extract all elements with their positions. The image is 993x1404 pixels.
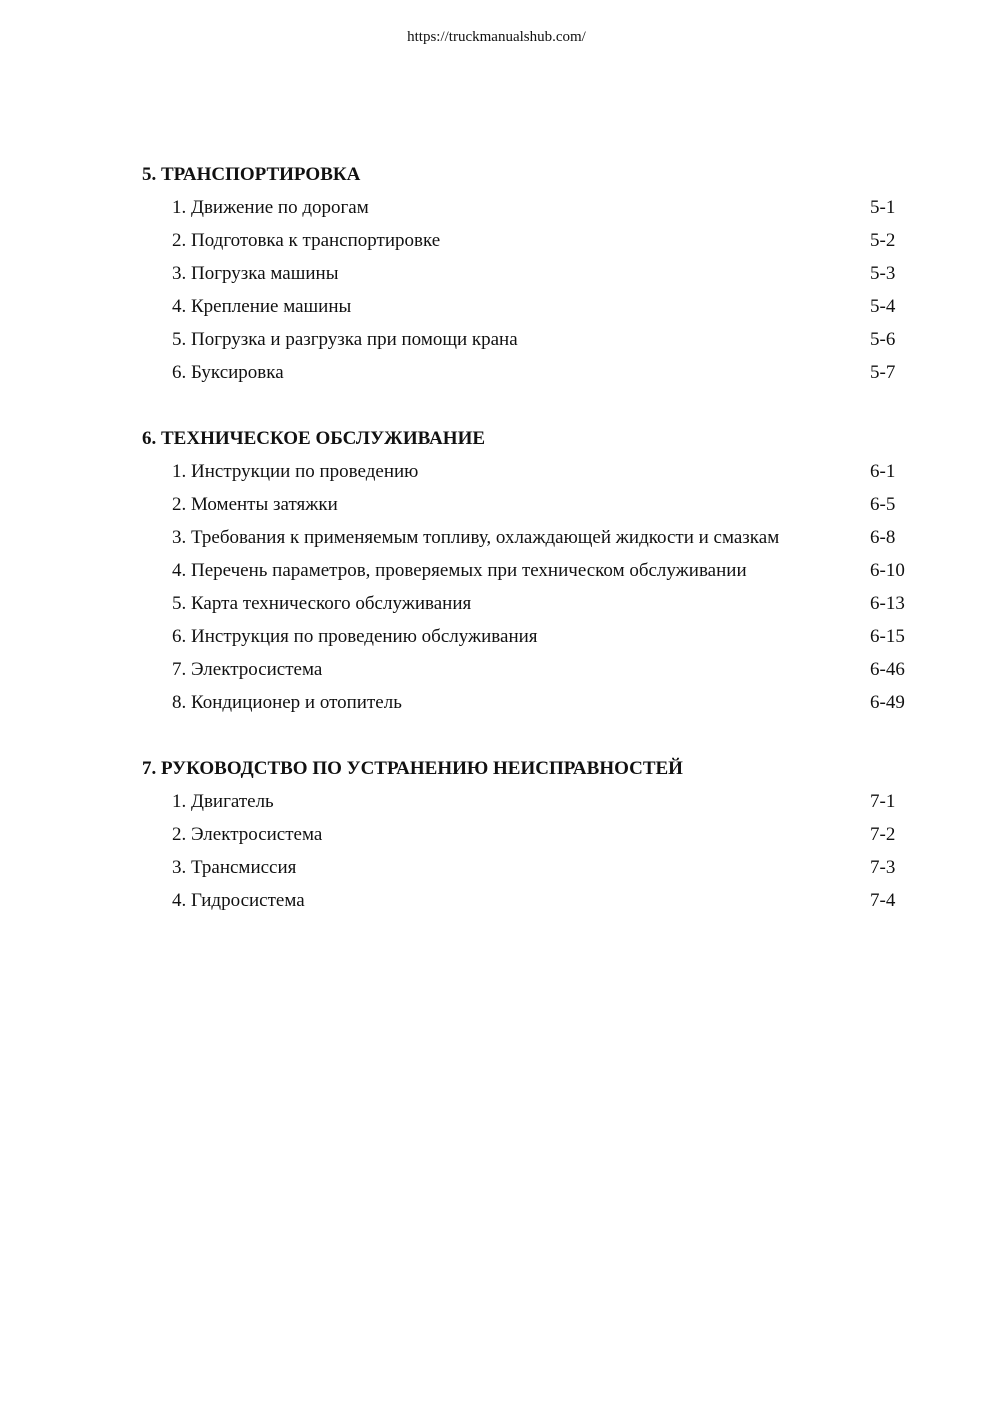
header-url[interactable]: https://truckmanualshub.com/ [407, 29, 586, 45]
section-title: 5. ТРАНСПОРТИРОВКА [142, 164, 361, 185]
toc-entry-page: 6-13 [870, 593, 905, 614]
toc-entry-label: 7. Электросистема [172, 659, 323, 680]
toc-entry-page: 6-49 [870, 692, 905, 713]
toc-entry-page: 7-4 [870, 890, 896, 911]
toc-entry [142, 558, 942, 591]
toc-entry-page: 6-10 [870, 560, 905, 581]
toc-entry-label: 1. Инструкции по проведению [172, 461, 419, 482]
toc-entry-label: 4. Гидросистема [172, 890, 305, 911]
toc-entry-page: 6-5 [870, 494, 896, 515]
toc-entry-label: 1. Движение по дорогам [172, 197, 369, 218]
toc-entry [142, 822, 942, 855]
toc-entry [142, 327, 942, 360]
toc-entry [142, 855, 942, 888]
toc-entry [142, 459, 942, 492]
toc-entry-label: 5. Карта технического обслуживания [172, 593, 472, 614]
toc-entry [142, 360, 942, 393]
toc-entry-label: 3. Требования к применяемым топливу, охлаждающей жидкости и смазкам [172, 527, 780, 548]
toc-entry [142, 492, 942, 525]
toc-entry-page: 6-8 [870, 527, 896, 548]
toc-entry-page: 5-6 [870, 329, 896, 350]
toc-entry-label: 5. Погрузка и разгрузка при помощи крана [172, 329, 518, 350]
toc-entry-page: 6-15 [870, 626, 905, 647]
toc-entry-label: 2. Подготовка к транспортировке [172, 230, 441, 251]
toc-entry-label: 6. Инструкция по проведению обслуживания [172, 626, 538, 647]
toc-section-troubleshooting [142, 756, 942, 921]
toc-entry [142, 657, 942, 690]
toc-entry-label: 3. Трансмиссия [172, 857, 297, 878]
toc-entry-label: 1. Двигатель [172, 791, 274, 812]
toc-entry-page: 5-3 [870, 263, 896, 284]
toc-entry [142, 789, 942, 822]
toc-entry [142, 888, 942, 921]
toc-entry [142, 525, 942, 558]
toc-entry-label: 2. Электросистема [172, 824, 323, 845]
toc-entry [142, 294, 942, 327]
table-of-contents [142, 162, 942, 954]
toc-entry [142, 195, 942, 228]
toc-entry [142, 624, 942, 657]
section-title: 6. ТЕХНИЧЕСКОЕ ОБСЛУЖИВАНИЕ [142, 428, 486, 449]
toc-entry [142, 228, 942, 261]
toc-entry-page: 6-1 [870, 461, 896, 482]
toc-entry-page: 5-2 [870, 230, 896, 251]
toc-entry-page: 7-3 [870, 857, 896, 878]
toc-entry-label: 3. Погрузка машины [172, 263, 339, 284]
toc-entry-page: 7-2 [870, 824, 896, 845]
toc-entry-label: 4. Крепление машины [172, 296, 352, 317]
toc-entry-page: 7-1 [870, 791, 896, 812]
section-title: 7. РУКОВОДСТВО ПО УСТРАНЕНИЮ НЕИСПРАВНОСТЕЙ [142, 758, 683, 779]
toc-entry-label: 8. Кондиционер и отопитель [172, 692, 402, 713]
toc-entry-page: 5-4 [870, 296, 896, 317]
toc-entry [142, 690, 942, 723]
toc-entry [142, 591, 942, 624]
toc-section-maintenance [142, 426, 942, 723]
toc-entry-label: 2. Моменты затяжки [172, 494, 338, 515]
toc-entry-label: 4. Перечень параметров, проверяемых при техническом обслуживании [172, 560, 747, 581]
toc-entry [142, 261, 942, 294]
toc-section-transport [142, 162, 942, 393]
toc-entry-page: 5-1 [870, 197, 896, 218]
toc-entry-page: 5-7 [870, 362, 896, 383]
toc-entry-label: 6. Буксировка [172, 362, 284, 383]
toc-entry-page: 6-46 [870, 659, 905, 680]
